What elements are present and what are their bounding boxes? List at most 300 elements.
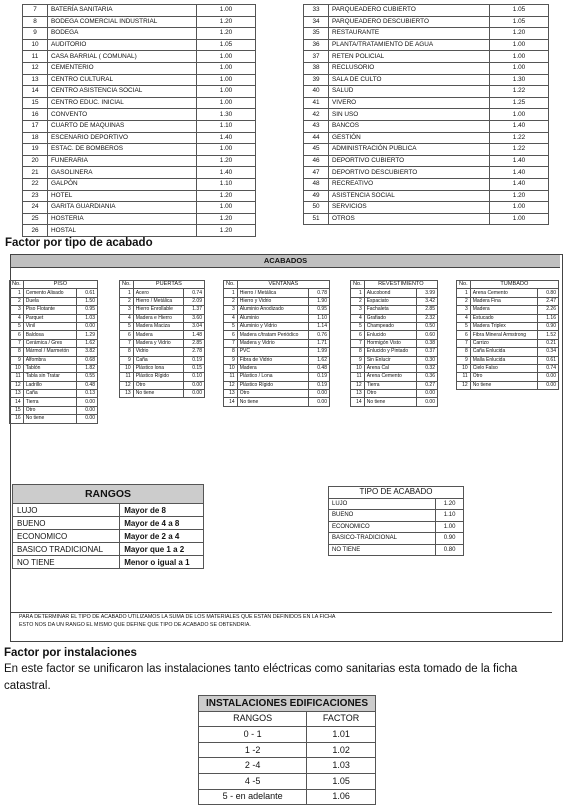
row-number: 13 bbox=[120, 390, 134, 398]
row-number: 7 bbox=[23, 5, 48, 17]
row-number: 1 bbox=[351, 289, 365, 297]
row-value: 2.85 bbox=[417, 306, 438, 314]
row-label: Plástico / Lona bbox=[237, 373, 308, 381]
table-row bbox=[13, 530, 204, 543]
row-number: 14 bbox=[23, 86, 48, 98]
header-row bbox=[13, 485, 204, 504]
table-row bbox=[23, 202, 256, 214]
row-number: 6 bbox=[457, 331, 471, 339]
row-factor: 1.30 bbox=[490, 74, 549, 86]
ventanas-header: VENTANAS bbox=[237, 281, 329, 289]
row-label: PVC bbox=[237, 348, 308, 356]
row-label: VIVERO bbox=[329, 97, 490, 109]
row-label: Piso Flotante bbox=[23, 306, 76, 314]
row-label: GASOLINERA bbox=[48, 167, 197, 179]
row-number: 49 bbox=[304, 190, 329, 202]
table-row bbox=[23, 51, 256, 63]
row-number: 22 bbox=[23, 178, 48, 190]
row-number: 5 bbox=[351, 322, 365, 330]
table-row bbox=[10, 297, 98, 305]
row-range: 5 - en adelante bbox=[199, 789, 307, 805]
row-number: 8 bbox=[224, 348, 238, 356]
row-number: 18 bbox=[23, 132, 48, 144]
table-row bbox=[10, 348, 98, 356]
table-row bbox=[304, 132, 549, 144]
row-label: No tiene bbox=[23, 415, 76, 423]
row-value: 1.29 bbox=[77, 331, 98, 339]
table-row bbox=[23, 132, 256, 144]
table-row bbox=[224, 356, 330, 364]
row-factor: 1.22 bbox=[490, 132, 549, 144]
table-row bbox=[351, 398, 438, 406]
row-number: 12 bbox=[351, 381, 365, 389]
table-row bbox=[10, 339, 98, 347]
table-row bbox=[457, 306, 559, 314]
row-number: 3 bbox=[120, 306, 134, 314]
row-number: 7 bbox=[457, 339, 471, 347]
table-row bbox=[10, 331, 98, 339]
row-number: 15 bbox=[10, 406, 24, 414]
row-label: Espaciato bbox=[364, 297, 416, 305]
row-label: Fibra de Vidrio bbox=[237, 356, 308, 364]
row-value: 0.48 bbox=[77, 381, 98, 389]
row-value: 0.36 bbox=[417, 373, 438, 381]
row-label: Aluminio y Vidrio bbox=[237, 322, 308, 330]
row-number: 23 bbox=[23, 190, 48, 202]
row-number: 12 bbox=[120, 381, 134, 389]
row-factor: 1.02 bbox=[307, 742, 376, 758]
row-number: 4 bbox=[224, 314, 238, 322]
table-row bbox=[304, 109, 549, 121]
revestimiento-header: REVESTIMIENTO bbox=[364, 281, 437, 289]
table-row bbox=[457, 381, 559, 389]
table-row bbox=[351, 364, 438, 372]
table-row bbox=[10, 390, 98, 398]
row-value: 0.00 bbox=[77, 406, 98, 414]
table-row bbox=[351, 356, 438, 364]
row-value: 1.82 bbox=[77, 364, 98, 372]
row-number: 45 bbox=[304, 144, 329, 156]
row-label: Otro bbox=[133, 381, 183, 389]
table-row bbox=[10, 306, 98, 314]
table-row bbox=[351, 381, 438, 389]
row-value: 0.76 bbox=[309, 331, 330, 339]
row-factor: 1.20 bbox=[197, 213, 256, 225]
row-label: NO TIENE bbox=[13, 556, 120, 569]
row-range: 2 -4 bbox=[199, 758, 307, 774]
row-value: 3.82 bbox=[77, 348, 98, 356]
row-number: 36 bbox=[304, 39, 329, 51]
row-value: 3.60 bbox=[184, 314, 205, 322]
table-row bbox=[10, 406, 98, 414]
row-range: 4 -5 bbox=[199, 773, 307, 789]
row-factor: 1.40 bbox=[197, 167, 256, 179]
table-row bbox=[23, 213, 256, 225]
table-row bbox=[23, 190, 256, 202]
row-label: Alfombra bbox=[23, 356, 76, 364]
row-factor: 1.40 bbox=[197, 132, 256, 144]
row-label: Tierra bbox=[23, 398, 76, 406]
row-value: 1.10 bbox=[309, 314, 330, 322]
row-label: HOSTAL bbox=[48, 225, 197, 237]
row-factor: 1.20 bbox=[197, 225, 256, 237]
row-value: 0.95 bbox=[309, 306, 330, 314]
row-number: 14 bbox=[10, 398, 24, 406]
row-number: 39 bbox=[304, 74, 329, 86]
row-factor: 1.00 bbox=[197, 5, 256, 17]
row-factor: 1.00 bbox=[490, 39, 549, 51]
table-row bbox=[10, 314, 98, 322]
row-number: 11 bbox=[120, 373, 134, 381]
row-factor: 1.00 bbox=[490, 202, 549, 214]
table-row bbox=[224, 306, 330, 314]
row-number: 6 bbox=[351, 331, 365, 339]
row-label: HOTEL bbox=[48, 190, 197, 202]
revestimiento-table bbox=[350, 280, 438, 407]
table-row bbox=[10, 381, 98, 389]
row-value: 0.00 bbox=[309, 390, 330, 398]
row-number: 3 bbox=[10, 306, 24, 314]
row-value: 1.62 bbox=[309, 356, 330, 364]
row-factor: 1.22 bbox=[490, 144, 549, 156]
row-range: Menor o igual a 1 bbox=[120, 556, 204, 569]
table-row bbox=[351, 339, 438, 347]
row-factor: 1.00 bbox=[490, 213, 549, 225]
row-factor: 1.20 bbox=[197, 16, 256, 28]
row-label: ESCENARIO DEPORTIVO bbox=[48, 132, 197, 144]
row-label: No tiene bbox=[237, 398, 308, 406]
row-factor: 1.40 bbox=[490, 155, 549, 167]
table-row bbox=[351, 297, 438, 305]
row-number: 47 bbox=[304, 167, 329, 179]
row-label: SIN USO bbox=[329, 109, 490, 121]
tipo-header: TIPO DE ACABADO bbox=[329, 487, 464, 499]
row-number: 9 bbox=[23, 28, 48, 40]
row-number: 1 bbox=[10, 289, 24, 297]
row-value: 0.00 bbox=[77, 398, 98, 406]
row-number: 1 bbox=[120, 289, 134, 297]
row-value: 1.71 bbox=[309, 339, 330, 347]
row-value: 2.78 bbox=[184, 348, 205, 356]
row-value: 1.37 bbox=[184, 306, 205, 314]
tumbado-table bbox=[456, 280, 559, 390]
row-label: Madera e Hierro bbox=[133, 314, 183, 322]
row-label: No tiene bbox=[470, 381, 537, 389]
row-number: 12 bbox=[457, 381, 471, 389]
table-row bbox=[10, 364, 98, 372]
row-number: 2 bbox=[120, 297, 134, 305]
row-range: Mayor de 8 bbox=[120, 504, 204, 517]
no-header: No. bbox=[10, 281, 24, 289]
row-number: 5 bbox=[120, 322, 134, 330]
table-row bbox=[224, 331, 330, 339]
row-number: 42 bbox=[304, 109, 329, 121]
row-label: Alucobond bbox=[364, 289, 416, 297]
row-number: 7 bbox=[10, 339, 24, 347]
row-value: 0.55 bbox=[77, 373, 98, 381]
tipo-acabado-table bbox=[328, 486, 464, 556]
row-label: Otro bbox=[237, 390, 308, 398]
row-label: LUJO bbox=[13, 504, 120, 517]
row-factor: 1.30 bbox=[197, 109, 256, 121]
factor-acabado-heading: Factor por tipo de acabado bbox=[5, 237, 153, 249]
table-row bbox=[120, 306, 205, 314]
row-label: DEPORTIVO DESCUBIERTO bbox=[329, 167, 490, 179]
row-label: PLANTA/TRATAMIENTO DE AGUA bbox=[329, 39, 490, 51]
row-label: PARQUEADERO DESCUBIERTO bbox=[329, 16, 490, 28]
row-label: Caña bbox=[23, 390, 76, 398]
table-row bbox=[13, 517, 204, 530]
table-row bbox=[224, 398, 330, 406]
row-value: 0.61 bbox=[77, 289, 98, 297]
table-row bbox=[351, 314, 438, 322]
row-label: CUARTO DE MAQUINAS bbox=[48, 120, 197, 132]
row-number: 2 bbox=[351, 297, 365, 305]
row-number: 7 bbox=[351, 339, 365, 347]
row-number: 6 bbox=[224, 331, 238, 339]
table-row bbox=[23, 28, 256, 40]
row-value: 0.00 bbox=[538, 373, 559, 381]
row-label: ECONOMICO bbox=[329, 521, 436, 533]
row-label: CONVENTO bbox=[48, 109, 197, 121]
table-row bbox=[23, 167, 256, 179]
row-number: 14 bbox=[351, 398, 365, 406]
row-number: 4 bbox=[351, 314, 365, 322]
row-number: 5 bbox=[224, 322, 238, 330]
row-factor: 1.40 bbox=[490, 178, 549, 190]
row-label: Arena Cemento bbox=[364, 373, 416, 381]
row-label: BUENO bbox=[13, 517, 120, 530]
row-value: 0.00 bbox=[417, 398, 438, 406]
row-number: 33 bbox=[304, 5, 329, 17]
row-number: 4 bbox=[10, 314, 24, 322]
table-row bbox=[224, 289, 330, 297]
row-number: 43 bbox=[304, 120, 329, 132]
table-row bbox=[304, 86, 549, 98]
row-value: 0.80 bbox=[538, 289, 559, 297]
table-row bbox=[120, 356, 205, 364]
row-value: 0.68 bbox=[77, 356, 98, 364]
row-number: 48 bbox=[304, 178, 329, 190]
row-number: 8 bbox=[351, 348, 365, 356]
row-number: 26 bbox=[23, 225, 48, 237]
row-range: Mayor que 1 a 2 bbox=[120, 543, 204, 556]
table-row bbox=[224, 348, 330, 356]
row-label: No tiene bbox=[133, 390, 183, 398]
row-number: 51 bbox=[304, 213, 329, 225]
row-factor: 1.00 bbox=[197, 51, 256, 63]
row-number: 8 bbox=[10, 348, 24, 356]
table-row bbox=[120, 289, 205, 297]
row-label: ESTAC. DE BOMBEROS bbox=[48, 144, 197, 156]
row-label: Sin Enlucir bbox=[364, 356, 416, 364]
row-value: 0.00 bbox=[309, 398, 330, 406]
row-number: 5 bbox=[10, 322, 24, 330]
row-factor: 1.06 bbox=[307, 789, 376, 805]
piso-header: PISO bbox=[23, 281, 97, 289]
row-label: BASICO-TRADICIONAL bbox=[329, 533, 436, 545]
row-factor: 1.20 bbox=[490, 190, 549, 202]
table-row bbox=[13, 556, 204, 569]
row-number: 10 bbox=[10, 364, 24, 372]
instalaciones-table bbox=[198, 695, 376, 805]
table-row bbox=[351, 348, 438, 356]
row-number: 2 bbox=[224, 297, 238, 305]
row-value: 0.37 bbox=[417, 348, 438, 356]
row-number: 40 bbox=[304, 86, 329, 98]
no-header: No. bbox=[457, 281, 471, 289]
rangos-col-header: RANGOS bbox=[199, 711, 307, 727]
row-number: 35 bbox=[304, 28, 329, 40]
table-row bbox=[23, 16, 256, 28]
row-label: BUENO bbox=[329, 510, 436, 522]
table-row bbox=[13, 504, 204, 517]
row-value: 0.00 bbox=[184, 381, 205, 389]
row-value: 0.50 bbox=[417, 322, 438, 330]
row-number: 19 bbox=[23, 144, 48, 156]
table-row bbox=[120, 364, 205, 372]
table-row bbox=[10, 322, 98, 330]
table-row bbox=[351, 289, 438, 297]
row-factor: 1.00 bbox=[197, 74, 256, 86]
row-label: Hierro y Vidrio bbox=[237, 297, 308, 305]
table-row bbox=[13, 543, 204, 556]
row-label: Aluminio Anodizado bbox=[237, 306, 308, 314]
row-factor: 1.20 bbox=[197, 28, 256, 40]
row-value: 0.00 bbox=[77, 322, 98, 330]
row-number: 3 bbox=[351, 306, 365, 314]
row-label: BANCOS bbox=[329, 120, 490, 132]
row-label: ADMINISTRACIÓN PUBLICA bbox=[329, 144, 490, 156]
table-row bbox=[304, 62, 549, 74]
row-label: Baldosa bbox=[23, 331, 76, 339]
row-number: 20 bbox=[23, 155, 48, 167]
row-label: Hierro / Metálica bbox=[237, 289, 308, 297]
row-factor: 1.20 bbox=[197, 190, 256, 202]
row-value: 2.32 bbox=[417, 314, 438, 322]
row-label: RESTAURANTE bbox=[329, 28, 490, 40]
row-label: Vidrio bbox=[133, 348, 183, 356]
row-number: 16 bbox=[10, 415, 24, 423]
instalaciones-paragraph: En este factor se unificaron las instalaciones tanto eléctricas como sanitarias esta tomado de la ficha catastral. bbox=[4, 663, 518, 692]
row-label: Hierro / Metálica bbox=[133, 297, 183, 305]
row-value: 0.74 bbox=[538, 364, 559, 372]
row-label: Cerámica / Gres bbox=[23, 339, 76, 347]
row-label: GESTIÓN bbox=[329, 132, 490, 144]
row-value: 0.15 bbox=[184, 364, 205, 372]
row-number: 9 bbox=[120, 356, 134, 364]
row-number: 2 bbox=[457, 297, 471, 305]
row-number: 11 bbox=[10, 373, 24, 381]
row-value: 0.61 bbox=[538, 356, 559, 364]
instalaciones-header: INSTALACIONES EDIFICACIONES bbox=[199, 696, 376, 712]
row-label: Ladrillo bbox=[23, 381, 76, 389]
table-row bbox=[120, 297, 205, 305]
row-number: 21 bbox=[23, 167, 48, 179]
row-range: Mayor de 4 a 8 bbox=[120, 517, 204, 530]
row-number: 41 bbox=[304, 97, 329, 109]
row-value: 0.34 bbox=[538, 348, 559, 356]
row-number: 1 bbox=[457, 289, 471, 297]
row-number: 25 bbox=[23, 213, 48, 225]
row-label: Caña bbox=[133, 356, 183, 364]
row-number: 3 bbox=[224, 306, 238, 314]
no-header: No. bbox=[120, 281, 134, 289]
row-value: 0.32 bbox=[417, 364, 438, 372]
row-factor: 1.25 bbox=[490, 97, 549, 109]
row-label: Enlucido y Pintado bbox=[364, 348, 416, 356]
row-label: Malla Enlucida bbox=[470, 356, 537, 364]
row-number: 11 bbox=[351, 373, 365, 381]
row-number: 15 bbox=[23, 97, 48, 109]
row-label: Madera Fina bbox=[470, 297, 537, 305]
row-value: 1.16 bbox=[538, 314, 559, 322]
row-value: 0.19 bbox=[309, 381, 330, 389]
table-row bbox=[23, 86, 256, 98]
row-factor: 1.00 bbox=[490, 62, 549, 74]
row-number: 11 bbox=[457, 373, 471, 381]
row-label: Caña Enlucida bbox=[470, 348, 537, 356]
row-label: Otro bbox=[23, 406, 76, 414]
table-row bbox=[23, 225, 256, 237]
row-label: Vinil bbox=[23, 322, 76, 330]
row-label: BODEGA COMERCIAL INDUSTRIAL bbox=[48, 16, 197, 28]
row-range: 0 - 1 bbox=[199, 727, 307, 743]
table-row bbox=[224, 373, 330, 381]
table-row bbox=[120, 348, 205, 356]
row-label: CEMENTERIO bbox=[48, 62, 197, 74]
row-factor: 1.00 bbox=[197, 62, 256, 74]
row-label: Fibra Mineral Armstrong bbox=[470, 331, 537, 339]
row-number: 2 bbox=[10, 297, 24, 305]
row-label: Madera bbox=[470, 306, 537, 314]
row-label: No tiene bbox=[364, 398, 416, 406]
row-value: 1.52 bbox=[538, 331, 559, 339]
table-row bbox=[23, 97, 256, 109]
row-factor: 1.05 bbox=[307, 773, 376, 789]
row-value: 0.95 bbox=[77, 306, 98, 314]
row-label: AUDITORIO bbox=[48, 39, 197, 51]
row-number: 12 bbox=[23, 62, 48, 74]
note-line-1: PARA DETERMINAR EL TIPO DE ACABADO UTILIZAMOS LA SUMA DE LOS MATERIALES QUE ESTAN DEFINIDOS EN LA FICHA bbox=[19, 614, 336, 620]
table-row bbox=[329, 510, 464, 522]
table-row bbox=[120, 331, 205, 339]
puertas-header: PUERTAS bbox=[133, 281, 204, 289]
row-label: SALUD bbox=[329, 86, 490, 98]
row-value: 1.48 bbox=[184, 331, 205, 339]
row-number: 17 bbox=[23, 120, 48, 132]
row-factor: 1.05 bbox=[490, 16, 549, 28]
row-value: 1.50 bbox=[77, 297, 98, 305]
row-label: Mármol / Marmetón bbox=[23, 348, 76, 356]
row-label: ECONOMICO bbox=[13, 530, 120, 543]
row-value: 0.27 bbox=[417, 381, 438, 389]
table-row bbox=[351, 306, 438, 314]
row-factor: 1.01 bbox=[307, 727, 376, 743]
row-label: Cemento Alisado bbox=[23, 289, 76, 297]
row-factor: 1.00 bbox=[436, 521, 464, 533]
row-label: Plástico Rígido bbox=[237, 381, 308, 389]
table-row bbox=[224, 314, 330, 322]
row-number: 11 bbox=[23, 51, 48, 63]
row-number: 44 bbox=[304, 132, 329, 144]
row-label: Acero bbox=[133, 289, 183, 297]
table-row bbox=[23, 109, 256, 121]
row-number: 13 bbox=[10, 390, 24, 398]
row-label: GALPÓN bbox=[48, 178, 197, 190]
instalaciones-heading: Factor por instalaciones bbox=[4, 647, 137, 659]
table-row bbox=[457, 297, 559, 305]
